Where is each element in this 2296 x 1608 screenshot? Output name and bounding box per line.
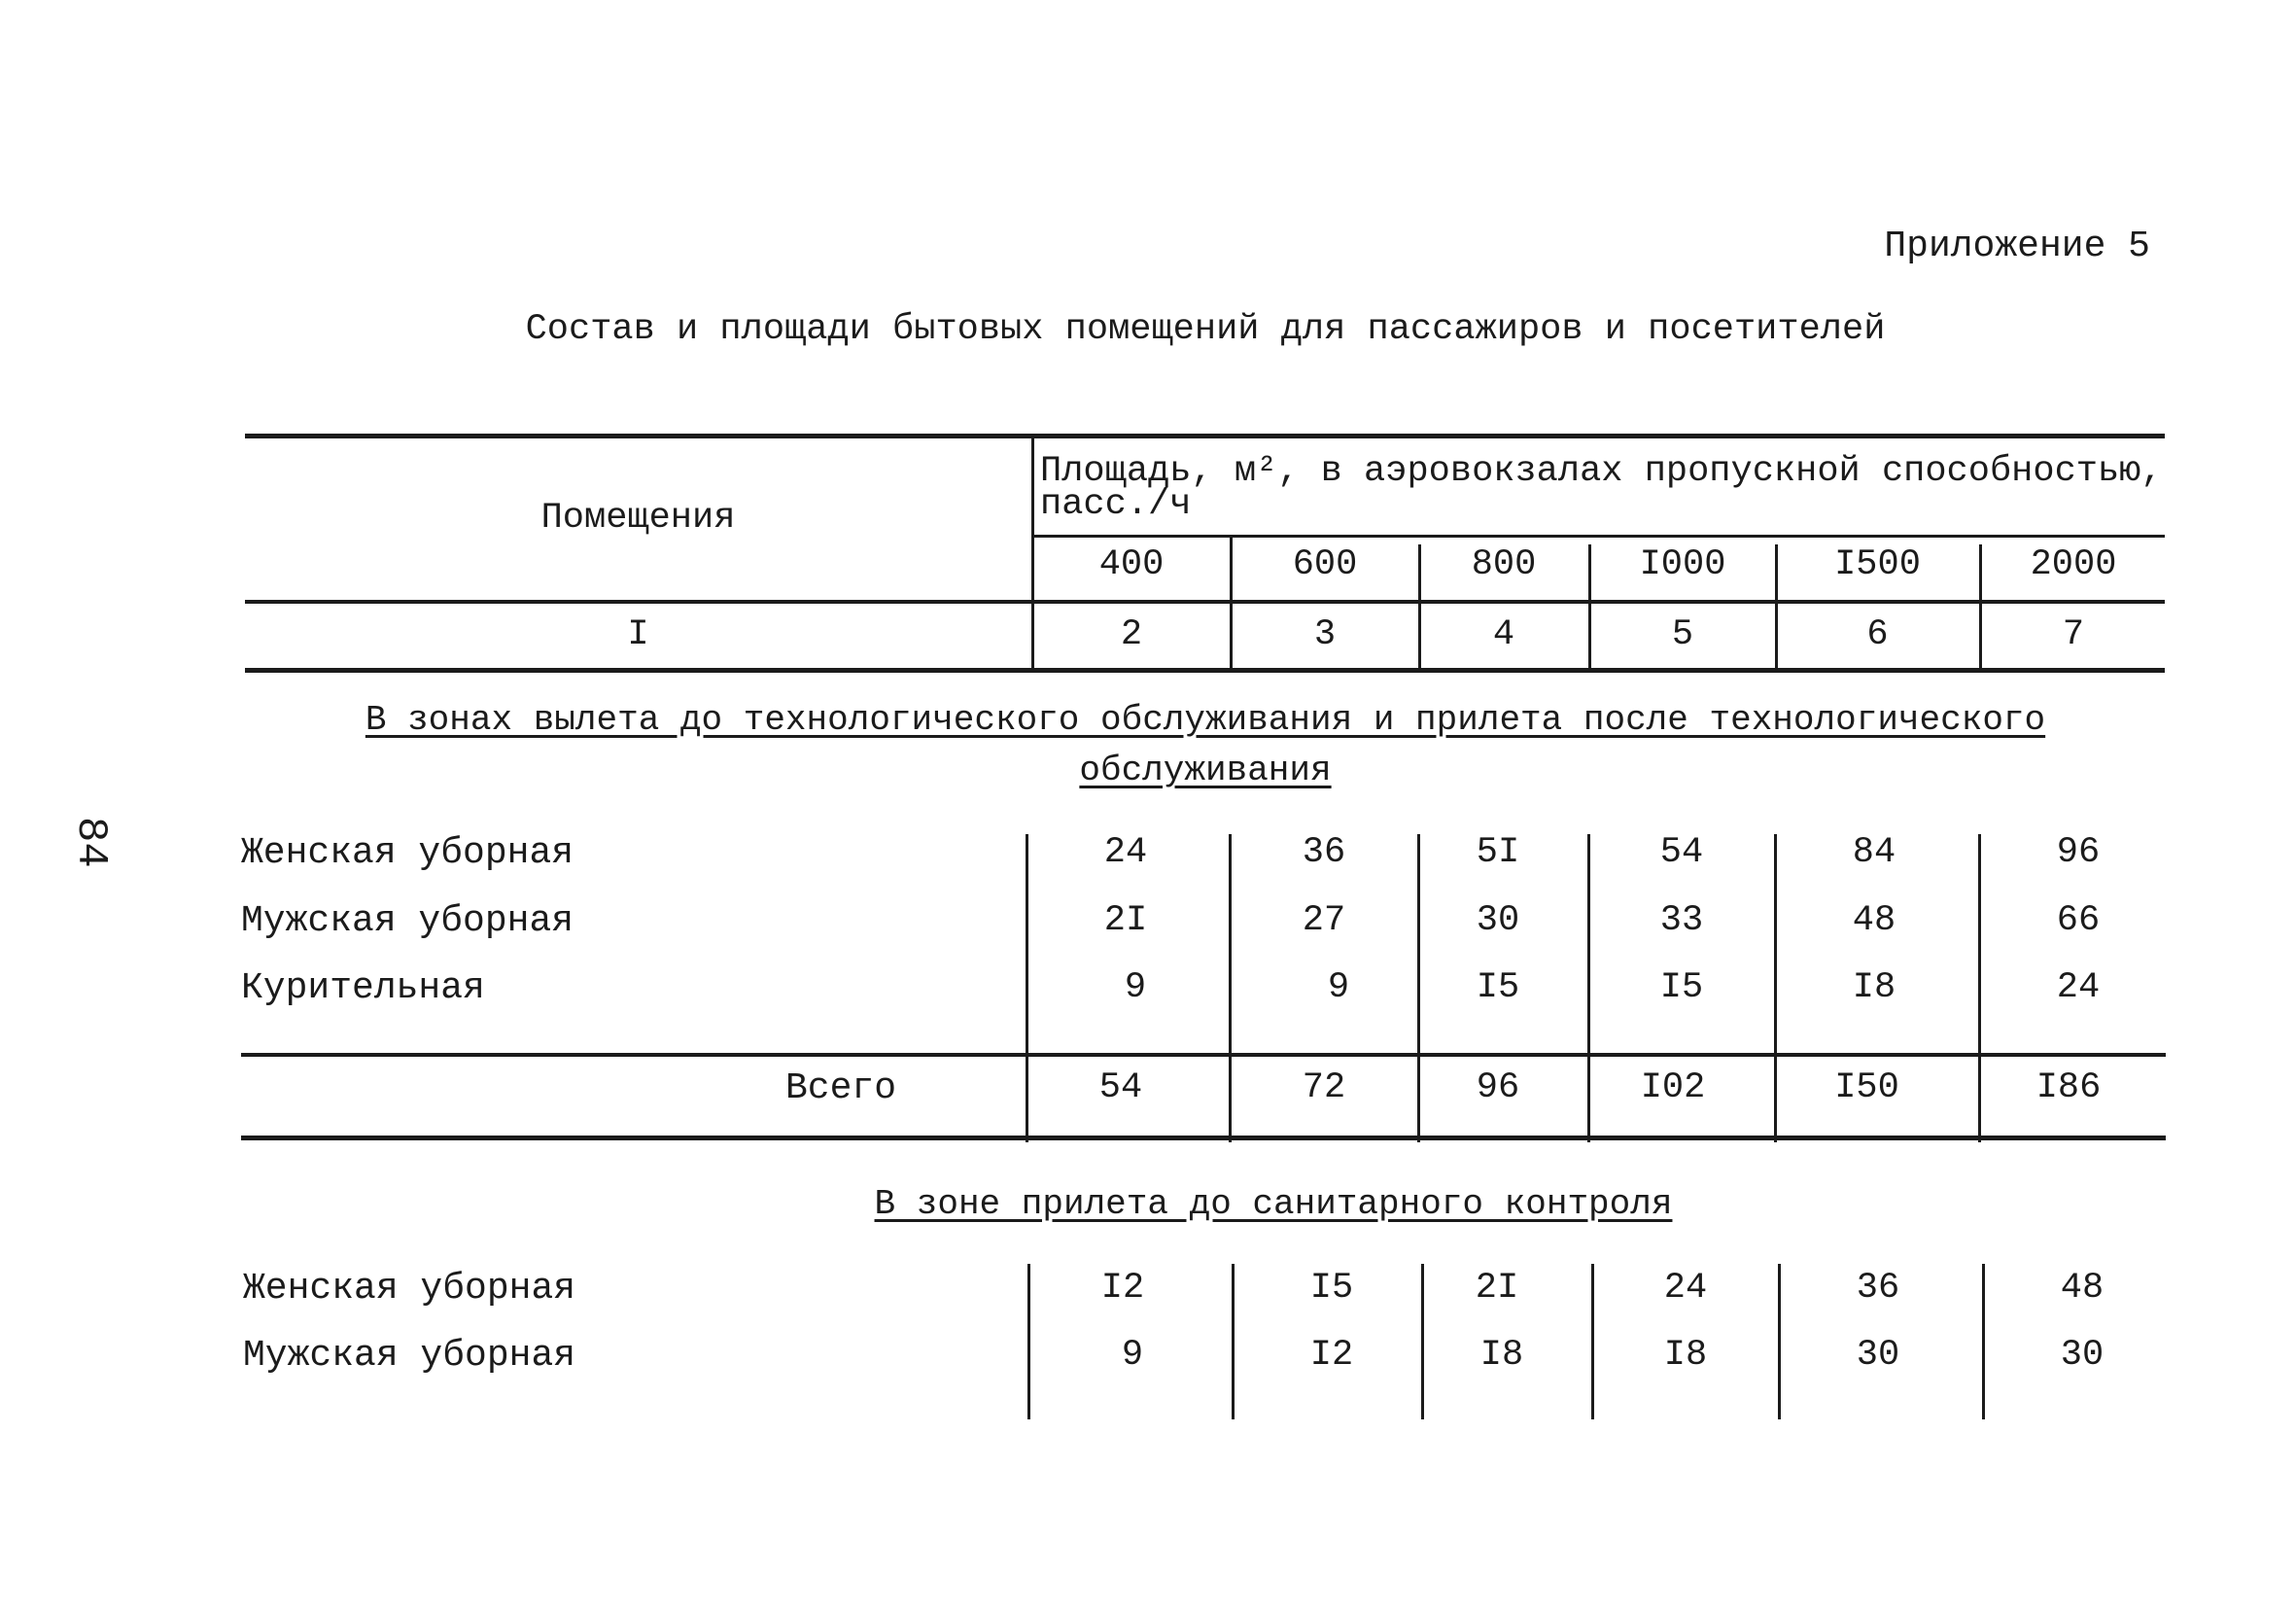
capacity-2000: 2000 — [2030, 544, 2117, 585]
column-number-6: 6 — [1866, 614, 1889, 655]
value-2000: 48 — [2060, 1268, 2105, 1309]
document-title: Состав и площади бытовых помещений для пассажиров и посетителей — [525, 309, 1886, 350]
table-top-rule — [245, 434, 2165, 438]
column-number-2: 2 — [1120, 614, 1143, 655]
section1-title-line1: В зонах вылета до технологического обслуживания и прилета после технологического — [365, 700, 2046, 740]
value-400: 9 — [1124, 967, 1147, 1008]
value-400: 2I — [1103, 900, 1148, 941]
header-area-line2: пасс./ч — [1040, 484, 1192, 525]
row-label: Мужская уборная — [241, 900, 574, 942]
capacity-600: 600 — [1292, 544, 1358, 585]
value-1500: I8 — [1852, 967, 1896, 1008]
value-600: 9 — [1327, 967, 1350, 1008]
value-1500: I50 — [1834, 1067, 1899, 1108]
value-400: 54 — [1098, 1067, 1143, 1108]
value-1500: 84 — [1852, 832, 1896, 873]
capacity-400: 400 — [1098, 544, 1165, 585]
value-1500: 30 — [1856, 1335, 1900, 1376]
value-2000: 66 — [2056, 900, 2101, 941]
value-600: 72 — [1302, 1067, 1346, 1108]
section1-title-line2: обслуживания — [1079, 751, 1332, 790]
value-1000: 33 — [1659, 900, 1704, 941]
total-bottom-rule — [241, 1136, 2166, 1140]
column-number-5: 5 — [1671, 614, 1694, 655]
total-top-rule — [241, 1053, 2166, 1057]
value-1000: 54 — [1659, 832, 1704, 873]
value-600: I2 — [1309, 1335, 1354, 1376]
column-number-1: I — [627, 614, 649, 655]
value-2000: 96 — [2056, 832, 2101, 873]
capacity-1000: I000 — [1639, 544, 1726, 585]
value-800: 30 — [1476, 900, 1520, 941]
value-400: 9 — [1121, 1335, 1144, 1376]
column-numbers-bottom-rule — [245, 668, 2165, 673]
total-label: Всего — [785, 1067, 897, 1109]
capacity-1500: I500 — [1834, 544, 1921, 585]
value-1000: I02 — [1640, 1067, 1706, 1108]
value-1500: 36 — [1856, 1268, 1900, 1309]
appendix-label: Приложение 5 — [1884, 226, 2150, 267]
value-1000: 24 — [1663, 1268, 1708, 1309]
row-label: Женская уборная — [241, 832, 574, 874]
value-1500: 48 — [1852, 900, 1896, 941]
value-1000: I5 — [1659, 967, 1704, 1008]
value-2000: 30 — [2060, 1335, 2105, 1376]
column-number-3: 3 — [1313, 614, 1337, 655]
header-area-line1: Площадь, м², в аэровокзалах пропускной способностью, — [1040, 451, 2163, 492]
row-label: Мужская уборная — [243, 1335, 576, 1377]
header-bottom-rule — [245, 600, 2165, 604]
capacity-row-rule — [1033, 535, 2165, 538]
row-label: Курительная — [241, 967, 485, 1009]
value-800: 96 — [1476, 1067, 1520, 1108]
value-800: 5I — [1476, 832, 1520, 873]
value-600: I5 — [1309, 1268, 1354, 1309]
page-number: 84 — [66, 817, 115, 868]
header-rooms: Помещения — [540, 498, 736, 539]
capacity-800: 800 — [1471, 544, 1537, 585]
column-number-4: 4 — [1492, 614, 1515, 655]
value-2000: I86 — [2035, 1067, 2102, 1108]
value-400: 24 — [1103, 832, 1148, 873]
column-number-7: 7 — [2062, 614, 2085, 655]
value-1000: I8 — [1663, 1335, 1708, 1376]
value-2000: 24 — [2056, 967, 2101, 1008]
section2-title: В зоне прилета до санитарного контроля — [874, 1184, 1673, 1224]
value-400: I2 — [1100, 1268, 1145, 1309]
value-600: 27 — [1302, 900, 1346, 941]
value-800: I8 — [1479, 1335, 1524, 1376]
value-800: I5 — [1476, 967, 1520, 1008]
value-800: 2I — [1475, 1268, 1519, 1309]
row-label: Женская уборная — [243, 1268, 576, 1310]
value-600: 36 — [1302, 832, 1346, 873]
